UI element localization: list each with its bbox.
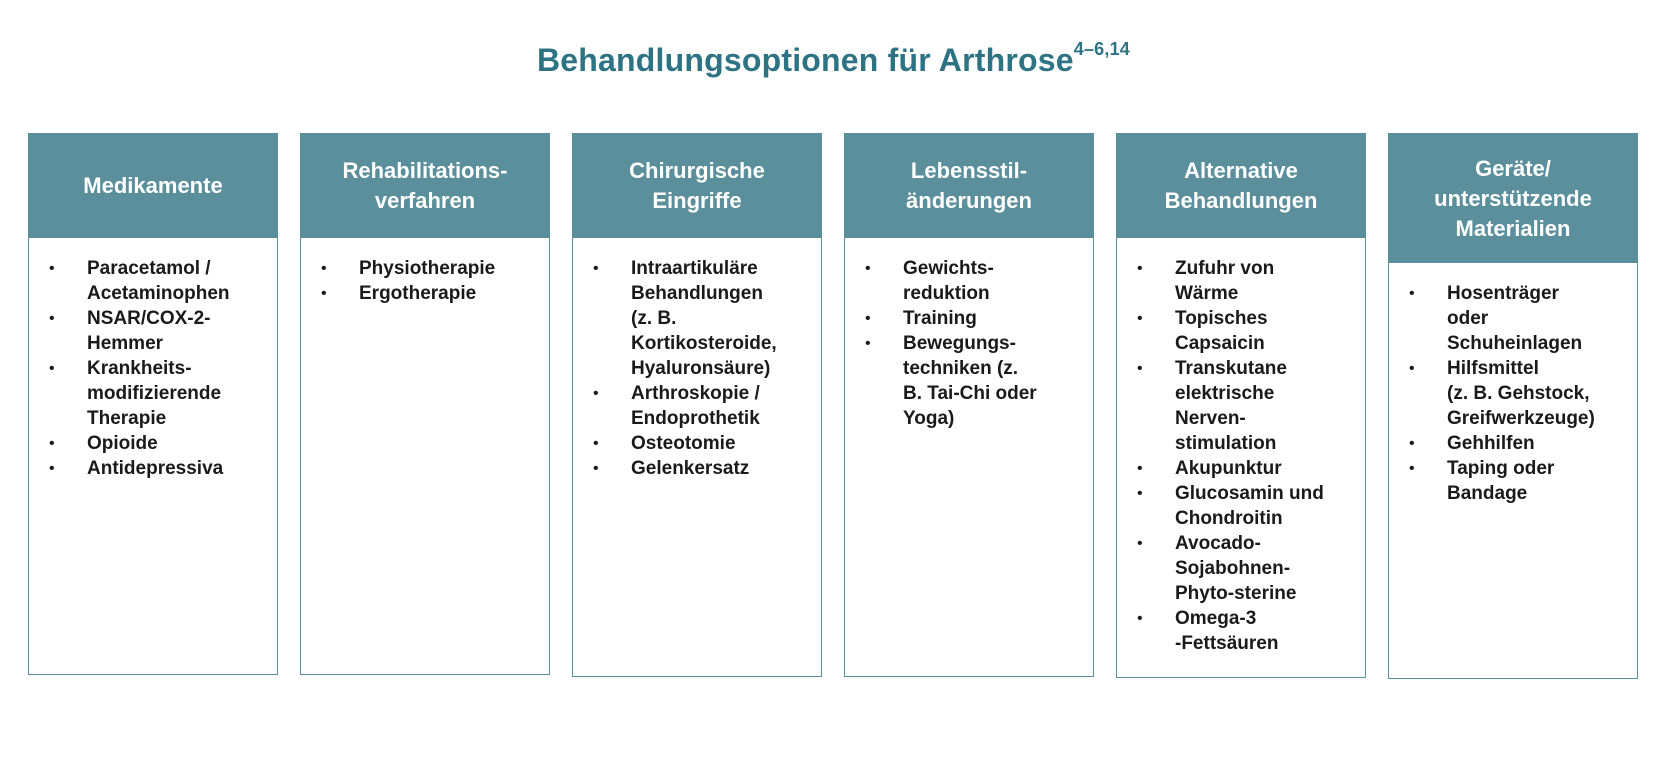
- list-item: • Antidepressiva: [29, 456, 265, 481]
- list-item: • Zufuhr von Wärme: [1117, 256, 1353, 306]
- column-alternative-behandlungen: [1116, 133, 1366, 678]
- item-list: [1117, 238, 1365, 656]
- page-title: [0, 39, 1667, 79]
- item-list: [1389, 263, 1637, 506]
- list-item: • Gelenkersatz: [573, 456, 809, 481]
- column-header: Chirurgische Eingriffe: [573, 134, 821, 238]
- column-chirurgische-eingriffe: [572, 133, 822, 677]
- list-item: • Gewichts- reduktion: [845, 256, 1081, 306]
- column-geraete-materialien: [1388, 133, 1638, 679]
- list-item: • Hosenträger oder Schuheinlagen: [1389, 281, 1625, 356]
- list-item: • Physiotherapie: [301, 256, 537, 281]
- item-list: [301, 238, 549, 306]
- list-item: • Ergotherapie: [301, 281, 537, 306]
- list-item: • Opioide: [29, 431, 265, 456]
- column-medikamente: [28, 133, 278, 675]
- list-item: • Osteotomie: [573, 431, 809, 456]
- list-item: • Topisches Capsaicin: [1117, 306, 1353, 356]
- column-rehabilitationsverfahren: [300, 133, 550, 675]
- list-item: • Transkutane elektrische Nerven- stimulation: [1117, 356, 1353, 456]
- title-text: Behandlungsoptionen für Arthrose: [536, 42, 1074, 78]
- list-item: • Glucosamin und Chondroitin: [1117, 481, 1353, 531]
- list-item: • Paracetamol / Acetaminophen: [29, 256, 265, 306]
- list-item: • Akupunktur: [1117, 456, 1353, 481]
- list-item: • Training: [845, 306, 1081, 331]
- title-superscript: 4–6,14: [1073, 39, 1131, 60]
- list-item: • Gehhilfen: [1389, 431, 1625, 456]
- item-list: [29, 238, 277, 481]
- item-list: [573, 238, 821, 481]
- column-header: Lebensstil- änderungen: [845, 134, 1093, 238]
- column-header: Rehabilitations- verfahren: [301, 134, 549, 238]
- column-lebensstilaenderungen: [844, 133, 1094, 677]
- list-item: • Bewegungs- techniken (z. B. Tai-Chi oder Yoga): [845, 331, 1081, 431]
- list-item: • Krankheits- modifizierende Therapie: [29, 356, 265, 431]
- column-header: Alternative Behandlungen: [1117, 134, 1365, 238]
- list-item: • Arthroskopie / Endoprothetik: [573, 381, 809, 431]
- list-item: • Avocado- Sojabohnen- Phyto-sterine: [1117, 531, 1353, 606]
- column-header: Medikamente: [29, 134, 277, 238]
- list-item: • Taping oder Bandage: [1389, 456, 1625, 506]
- list-item: • NSAR/COX-2- Hemmer: [29, 306, 265, 356]
- list-item: • Intraartikuläre Behandlungen (z. B. Kortikosteroide, Hyaluronsäure): [573, 256, 809, 381]
- list-item: • Hilfsmittel (z. B. Gehstock, Greifwerkzeuge): [1389, 356, 1625, 431]
- item-list: [845, 238, 1093, 431]
- column-header: Geräte/ unterstützende Materialien: [1389, 134, 1637, 263]
- list-item: • Omega-3 -Fettsäuren: [1117, 606, 1353, 656]
